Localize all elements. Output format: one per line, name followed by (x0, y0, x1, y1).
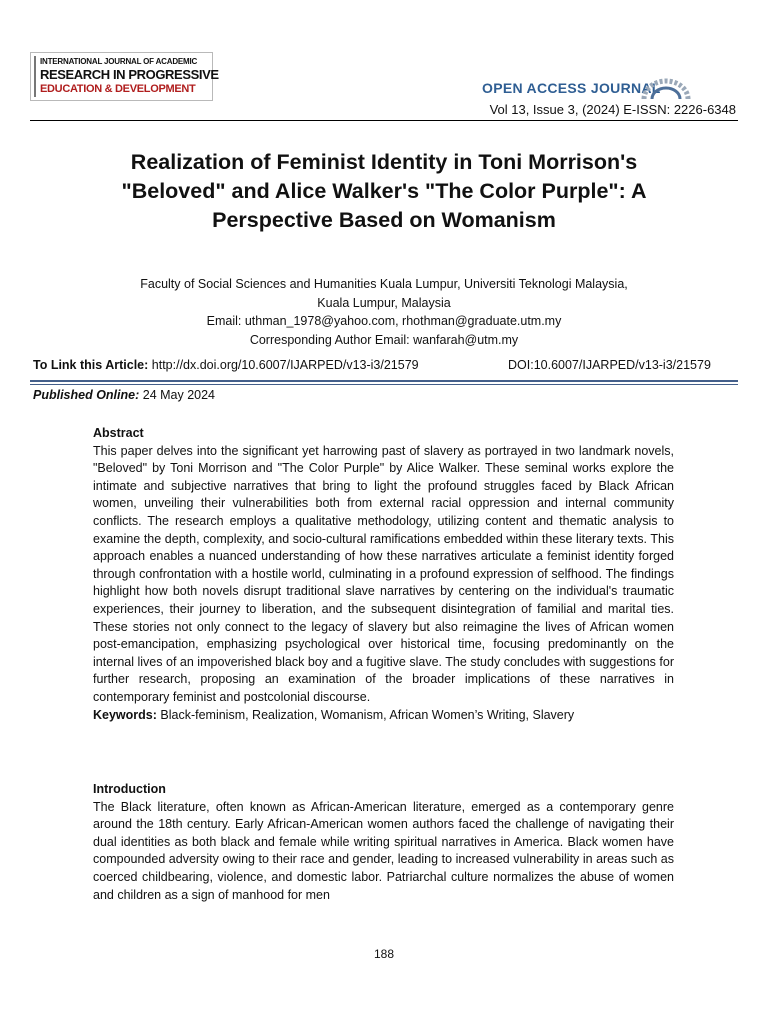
link-label: To Link this Article: (33, 358, 149, 372)
title-line-3: Perspective Based on Womanism (212, 208, 556, 232)
corresponding-email-line[interactable]: Corresponding Author Email: wanfarah@utm.my (249, 332, 519, 347)
published-label: Published Online: (33, 388, 140, 402)
title-line-2: "Beloved" and Alice Walker's "The Color Purple": A (121, 179, 647, 203)
volume-issue-issn: Vol 13, Issue 3, (2024) E-ISSN: 2226-6348 (489, 102, 736, 117)
introduction-section (93, 781, 674, 904)
keywords-label: Keywords: (93, 707, 157, 722)
header-divider (30, 120, 738, 121)
journal-logo (30, 52, 219, 101)
section-divider-thick (30, 380, 738, 382)
affiliation-line-2: Kuala Lumpur, Malaysia (317, 295, 451, 310)
abstract-heading: Abstract (93, 426, 144, 440)
doi-link[interactable]: DOI:10.6007/IJARPED/v13-i3/21579 (508, 358, 711, 372)
journal-logo-text (38, 53, 219, 100)
article-title (60, 148, 708, 235)
open-access-arc-icon (640, 78, 692, 100)
email-line[interactable]: Email: uthman_1978@yahoo.com, rhothman@graduate.utm.my (206, 314, 562, 328)
author-affiliation (60, 275, 708, 349)
abstract-section (93, 425, 674, 724)
logo-line-3: EDUCATION & DEVELOPMENT (40, 83, 196, 95)
journal-cover-thumbnail (34, 56, 36, 97)
page-number: 188 (373, 947, 395, 961)
open-access-label: OPEN ACCESS JOURNAL (482, 80, 661, 96)
logo-line-2: RESEARCH IN PROGRESSIVE (40, 67, 219, 82)
article-url-link[interactable]: http://dx.doi.org/10.6007/IJARPED/v13-i3/21579 (148, 358, 419, 372)
published-online (33, 388, 215, 402)
logo-line-1: INTERNATIONAL JOURNAL OF ACADEMIC (40, 57, 198, 66)
introduction-heading: Introduction (93, 782, 166, 796)
section-divider-thin (30, 384, 738, 385)
keywords-list: Black-feminism, Realization, Womanism, African Women’s Writing, Slavery (156, 707, 575, 722)
affiliation-line-1: Faculty of Social Sciences and Humanities Kuala Lumpur, Universiti Teknologi Malaysia, (140, 277, 628, 291)
title-line-1: Realization of Feminist Identity in Toni Morrison's (130, 150, 638, 174)
keywords (93, 707, 674, 725)
published-date: 24 May 2024 (139, 388, 216, 402)
abstract-text: This paper delves into the significant yet harrowing past of slavery as portrayed in two landmark novels, "Beloved" by Toni Morrison and "The Color Purple" by Alice Walker. These seminal works explore the intimate and subjective narratives that bring to light the profound struggles faced by Black African women, unveiling their vulnerabilities both from external racial oppression and internal community conflicts. The research employs a qualitative methodology, utilizing content and thematic analysis to examine the depth, complexity, and socio-cultural ramifications embedded within these literary texts. This approach enables a nuanced understanding of how these narratives articulate a feminist identity forged through confrontation with a hostile world, culminating in a profound expression of selfhood. The findings highlight how both novels disrupt traditional slave narratives by centering on the individual's traumatic experiences, their journey to liberation, and the subsequent disintegration of familial and marital ties. These stories not only connect to the legacy of slavery but also reimagine the lives of African women post-emancipation, emphasizing psychological over historical time, focusing predominantly on the internal lives of an impoverished black boy and a fugitive slave. The study concludes with suggestions for further research, proposing an examination of the broader implications of these narratives in contemporary feminist and postcolonial discourse. (93, 443, 674, 704)
introduction-text: The Black literature, often known as African-American literature, emerged as a contemporary genre around the 18th century. Early African-American women authors faced the challenge of navigating their dual identities as both black and female while writing spiritual narratives in America. Black women have compounded adversity owing to their race and gender, leading to increased vulnerability in areas such as coerced childbearing, violence, and domestic labor. Patriarchal culture normalizes the abuse of women and children as a sign of manhood for men (93, 799, 674, 902)
article-link-row (33, 358, 733, 372)
